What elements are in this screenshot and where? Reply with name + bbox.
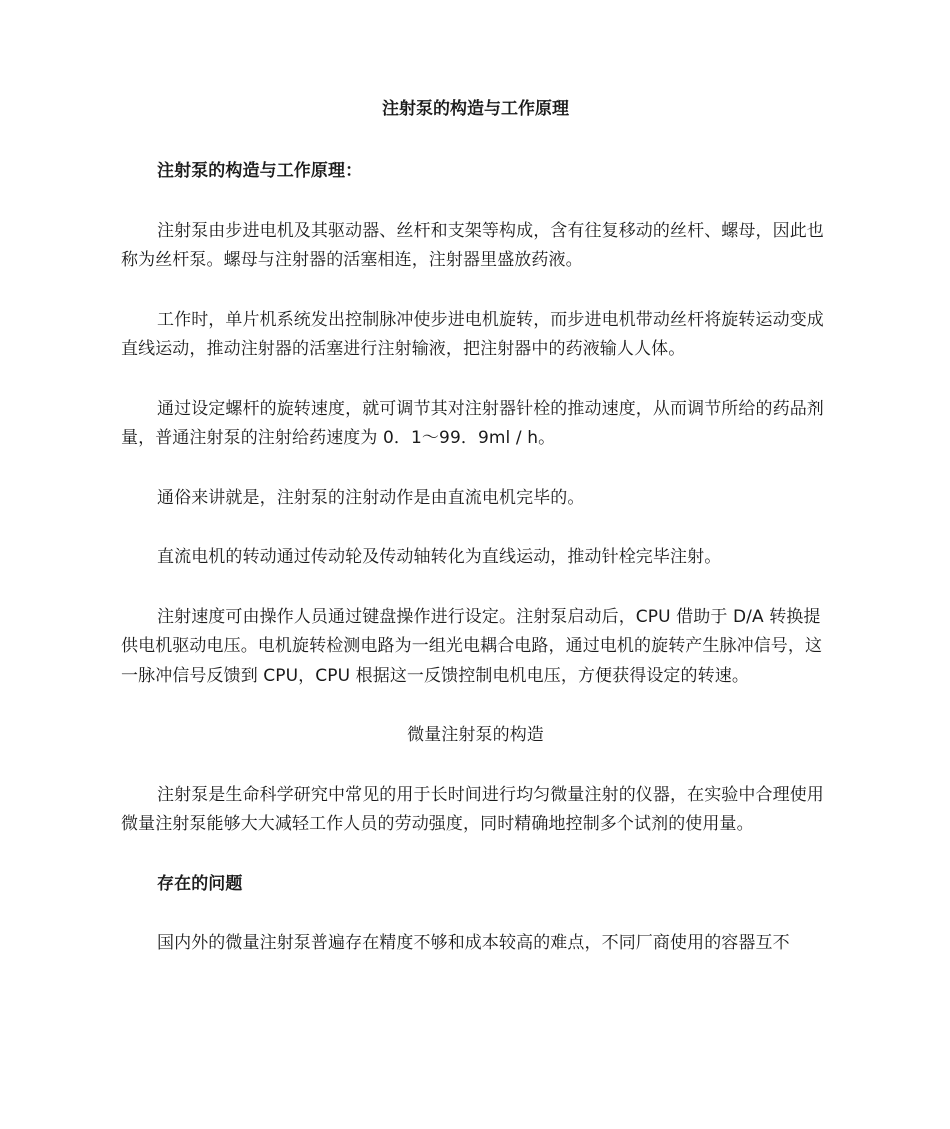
- paragraph-working-process: 工作时，单片机系统发出控制脉冲使步进电机旋转，而步进电机带动丝杆将旋转运动变成直线运动，推动注射器的活塞进行注射输液，把注射器中的药液输人人体。: [121, 309, 824, 359]
- paragraph-cpu-control: 注射速度可由操作人员通过键盘操作进行设定。注射泵启动后，CPU 借助于 D/A 转换提供电机驱动电压。电机旋转检测电路为一组光电耦合电路，通过电机的旋转产生脉冲信号，这一脉冲信号反馈到 CPU，CPU 根据这一反馈控制电机电压，方便获得设定的转速。: [121, 606, 823, 686]
- section-subtitle-micro-pump: 微量注射泵的构造: [407, 725, 544, 745]
- document-title: 注射泵的构造与工作原理: [382, 99, 569, 119]
- paragraph-problems: 国内外的微量注射泵普遍存在精度不够和成本较高的难点，不同厂商使用的容器互不: [157, 933, 790, 953]
- paragraph-micro-pump-intro: 注射泵是生命科学研究中常见的用于长时间进行均匀微量注射的仪器，在实验中合理使用微量注射泵能够大大减轻工作人员的劳动强度，同时精确地控制多个试剂的使用量。: [121, 784, 824, 834]
- paragraph-pump-composition: 注射泵由步进电机及其驱动器、丝杆和支架等构成，含有往复移动的丝杆、螺母，因此也称为丝杆泵。螺母与注射器的活塞相连，注射器里盛放药液。: [121, 220, 824, 270]
- section-heading-problems: 存在的问题: [157, 873, 243, 894]
- paragraph-dc-motor: 直流电机的转动通过传动轮及传动轴转化为直线运动，推动针栓完毕注射。: [157, 547, 722, 567]
- section-heading-structure: 注射泵的构造与工作原理：: [157, 161, 363, 181]
- paragraph-plain-explanation: 通俗来讲就是，注射泵的注射动作是由直流电机完毕的。: [157, 487, 585, 508]
- paragraph-speed-setting: 通过设定螺杆的旋转速度，就可调节其对注射器针栓的推动速度，从而调节所给的药品剂量，普通注射泵的注射给药速度为 0．1～99．9ml / h。: [121, 398, 824, 448]
